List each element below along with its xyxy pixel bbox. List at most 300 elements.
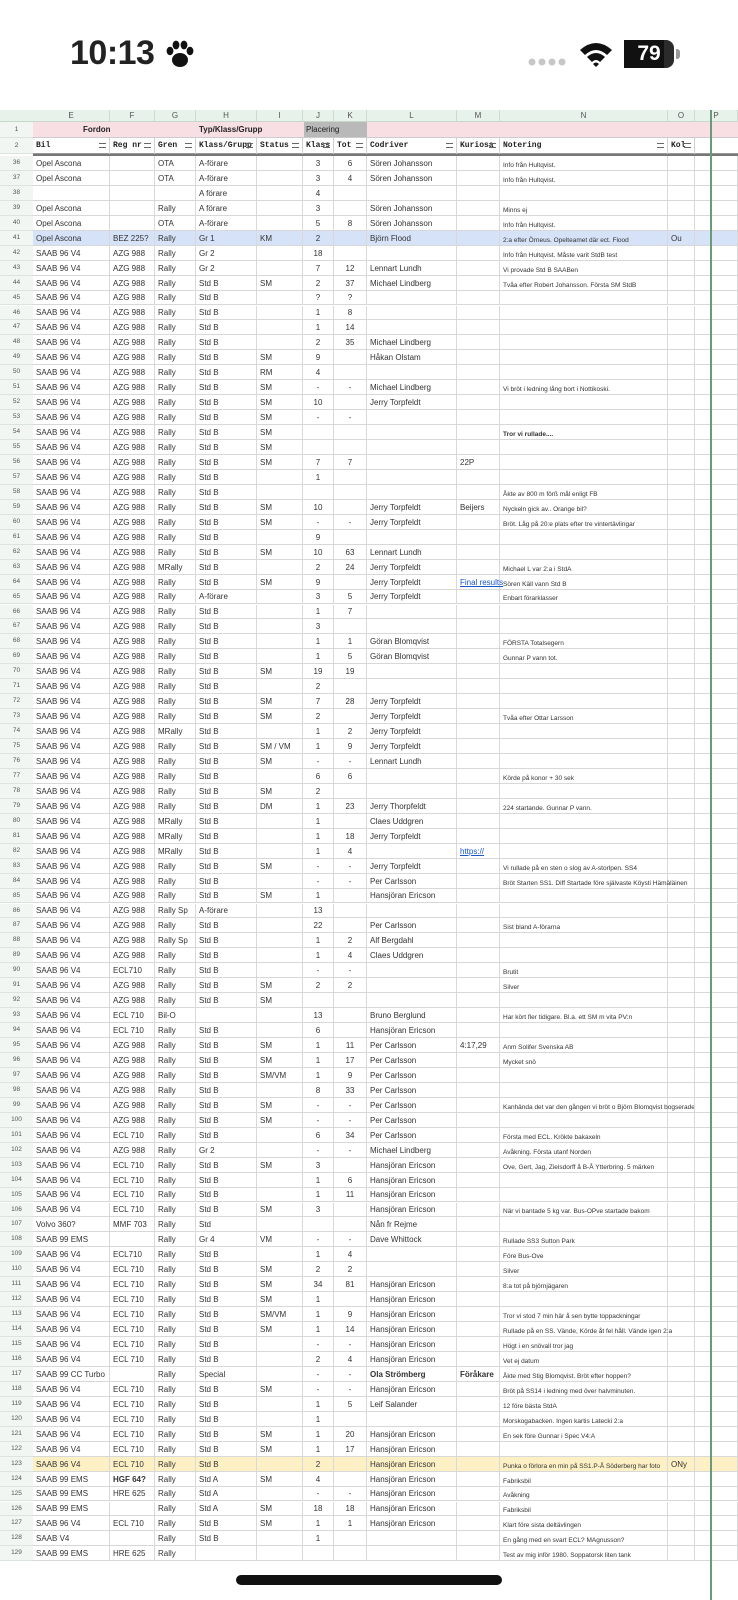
cell-reg[interactable] xyxy=(110,335,155,349)
cell-status[interactable] xyxy=(257,470,303,484)
cell-status[interactable] xyxy=(257,1023,303,1037)
cell-tot[interactable] xyxy=(334,754,367,768)
cell-klass[interactable] xyxy=(196,649,257,663)
cell-pad[interactable] xyxy=(695,799,738,813)
cell-kl[interactable] xyxy=(303,590,334,604)
cell-pad[interactable] xyxy=(695,1083,738,1097)
cell-pad[interactable] xyxy=(695,1382,738,1396)
cell-kl[interactable] xyxy=(303,605,334,619)
cell-reg[interactable] xyxy=(110,246,155,260)
column-header-e[interactable]: E xyxy=(33,110,110,122)
cell-gren[interactable] xyxy=(155,605,196,619)
cell-tot[interactable] xyxy=(334,904,367,918)
cell-kur[interactable] xyxy=(457,335,500,349)
cell-kol[interactable] xyxy=(668,365,695,379)
cell-gren[interactable] xyxy=(155,679,196,693)
cell-kl[interactable] xyxy=(303,231,334,245)
cell-note[interactable] xyxy=(500,231,668,245)
cell-tot[interactable] xyxy=(334,320,367,334)
cell-status[interactable] xyxy=(257,515,303,529)
cell-kl[interactable] xyxy=(303,1322,334,1336)
cell-klass[interactable] xyxy=(196,395,257,409)
table-row[interactable] xyxy=(33,201,738,216)
cell-reg[interactable] xyxy=(110,1516,155,1530)
cell-bil[interactable] xyxy=(33,889,110,903)
cell-pad[interactable] xyxy=(695,1053,738,1067)
cell-pad[interactable] xyxy=(695,904,738,918)
table-row[interactable] xyxy=(33,1516,738,1531)
cell-kur[interactable] xyxy=(457,1068,500,1082)
cell-codriver[interactable] xyxy=(367,679,457,693)
cell-codriver[interactable] xyxy=(367,276,457,290)
cell-tot[interactable] xyxy=(334,1098,367,1112)
cell-kl[interactable] xyxy=(303,1292,334,1306)
cell-note[interactable] xyxy=(500,709,668,723)
cell-kol[interactable] xyxy=(668,1083,695,1097)
cell-gren[interactable] xyxy=(155,664,196,678)
cell-kl[interactable] xyxy=(303,1232,334,1246)
table-row[interactable] xyxy=(33,1068,738,1083)
cell-note[interactable] xyxy=(500,664,668,678)
cell-kol[interactable] xyxy=(668,1038,695,1052)
table-row[interactable] xyxy=(33,1352,738,1367)
cell-tot[interactable] xyxy=(334,276,367,290)
cell-gren[interactable] xyxy=(155,365,196,379)
cell-gren[interactable] xyxy=(155,993,196,1007)
cell-kol[interactable] xyxy=(668,216,695,230)
cell-kol[interactable] xyxy=(668,784,695,798)
row-number[interactable]: 49 xyxy=(0,350,33,365)
cell-bil[interactable] xyxy=(33,769,110,783)
cell-status[interactable] xyxy=(257,395,303,409)
cell-bil[interactable] xyxy=(33,1083,110,1097)
cell-reg[interactable] xyxy=(110,1098,155,1112)
cell-gren[interactable] xyxy=(155,1427,196,1441)
cell-gren[interactable] xyxy=(155,1068,196,1082)
cell-gren[interactable] xyxy=(155,709,196,723)
cell-status[interactable] xyxy=(257,634,303,648)
cell-kur[interactable] xyxy=(457,993,500,1007)
cell-note[interactable] xyxy=(500,261,668,275)
cell-kl[interactable] xyxy=(303,320,334,334)
cell-klass[interactable] xyxy=(196,1188,257,1202)
cell-bil[interactable] xyxy=(33,276,110,290)
cell-kol[interactable] xyxy=(668,1173,695,1187)
cell-bil[interactable] xyxy=(33,1023,110,1037)
cell-tot[interactable] xyxy=(334,784,367,798)
cell-kol[interactable] xyxy=(668,1367,695,1381)
cell-pad[interactable] xyxy=(695,1457,738,1471)
row-number[interactable]: 37 xyxy=(0,171,33,186)
cell-kur[interactable] xyxy=(457,1008,500,1022)
cell-codriver[interactable] xyxy=(367,425,457,439)
cell-pad[interactable] xyxy=(695,1203,738,1217)
cell-kur[interactable] xyxy=(457,1113,500,1127)
row-number[interactable]: 41 xyxy=(0,231,33,246)
cell-pad[interactable] xyxy=(695,365,738,379)
cell-kur[interactable] xyxy=(457,1397,500,1411)
cell-bil[interactable] xyxy=(33,350,110,364)
table-row[interactable] xyxy=(33,679,738,694)
cell-tot[interactable] xyxy=(334,1397,367,1411)
cell-klass[interactable] xyxy=(196,1382,257,1396)
column-header-j[interactable]: J xyxy=(303,110,334,122)
cell-codriver[interactable] xyxy=(367,380,457,394)
cell-note[interactable] xyxy=(500,1203,668,1217)
row-number[interactable]: 65 xyxy=(0,590,33,605)
cell-status[interactable] xyxy=(257,320,303,334)
cell-tot[interactable] xyxy=(334,485,367,499)
cell-gren[interactable] xyxy=(155,1442,196,1456)
cell-pad[interactable] xyxy=(695,1531,738,1545)
cell-kl[interactable] xyxy=(303,1262,334,1276)
cell-tot[interactable] xyxy=(334,201,367,215)
cell-klass[interactable] xyxy=(196,709,257,723)
cell-gren[interactable] xyxy=(155,1023,196,1037)
cell-bil[interactable] xyxy=(33,1158,110,1172)
cell-kur[interactable] xyxy=(457,1098,500,1112)
cell-pad[interactable] xyxy=(695,306,738,320)
cell-note[interactable] xyxy=(500,560,668,574)
cell-klass[interactable] xyxy=(196,918,257,932)
cell-pad[interactable] xyxy=(695,440,738,454)
table-row[interactable] xyxy=(33,410,738,425)
cell-reg[interactable] xyxy=(110,171,155,185)
cell-reg[interactable] xyxy=(110,619,155,633)
cell-tot[interactable] xyxy=(334,231,367,245)
cell-kol[interactable] xyxy=(668,799,695,813)
cell-status[interactable] xyxy=(257,1038,303,1052)
cell-pad[interactable] xyxy=(695,1038,738,1052)
cell-kur[interactable] xyxy=(457,1083,500,1097)
table-row[interactable] xyxy=(33,1277,738,1292)
cell-klass[interactable] xyxy=(196,291,257,305)
cell-gren[interactable] xyxy=(155,530,196,544)
cell-codriver[interactable] xyxy=(367,993,457,1007)
cell-codriver[interactable] xyxy=(367,1128,457,1142)
cell-klass[interactable] xyxy=(196,724,257,738)
cell-klass[interactable] xyxy=(196,1292,257,1306)
row-number[interactable]: 101 xyxy=(0,1128,33,1143)
cell-note[interactable] xyxy=(500,1098,695,1112)
table-row[interactable] xyxy=(33,1502,738,1517)
cell-reg[interactable] xyxy=(110,1382,155,1396)
cell-klass[interactable] xyxy=(196,859,257,873)
cell-bil[interactable] xyxy=(33,709,110,723)
cell-gren[interactable] xyxy=(155,425,196,439)
cell-kl[interactable] xyxy=(303,560,334,574)
cell-note[interactable] xyxy=(500,455,668,469)
cell-note[interactable] xyxy=(500,769,668,783)
cell-kur[interactable] xyxy=(457,694,500,708)
cell-gren[interactable] xyxy=(155,470,196,484)
row-number[interactable]: 126 xyxy=(0,1502,33,1517)
cell-status[interactable] xyxy=(257,933,303,947)
table-row[interactable] xyxy=(33,948,738,963)
cell-pad[interactable] xyxy=(695,948,738,962)
cell-gren[interactable] xyxy=(155,1307,196,1321)
cell-note[interactable] xyxy=(500,679,668,693)
cell-gren[interactable] xyxy=(155,306,196,320)
cell-codriver[interactable] xyxy=(367,1053,457,1067)
cell-reg[interactable] xyxy=(110,231,155,245)
row-number[interactable]: 108 xyxy=(0,1232,33,1247)
row-number[interactable]: 81 xyxy=(0,829,33,844)
cell-klass[interactable] xyxy=(196,1487,257,1501)
cell-bil[interactable] xyxy=(33,455,110,469)
table-row[interactable] xyxy=(33,1412,738,1427)
cell-note[interactable] xyxy=(500,1277,668,1291)
cell-reg[interactable] xyxy=(110,470,155,484)
cell-pad[interactable] xyxy=(695,156,738,170)
cell-note[interactable] xyxy=(500,1307,668,1321)
cell-codriver[interactable] xyxy=(367,769,457,783)
cell-codriver[interactable] xyxy=(367,261,457,275)
cell-klass[interactable] xyxy=(196,1098,257,1112)
table-row[interactable] xyxy=(33,1531,738,1546)
cell-kl[interactable] xyxy=(303,963,334,977)
cell-kur[interactable] xyxy=(457,918,500,932)
row-number[interactable]: 53 xyxy=(0,410,33,425)
cell-reg[interactable] xyxy=(110,709,155,723)
cell-kol[interactable] xyxy=(668,844,695,858)
cell-status[interactable] xyxy=(257,231,303,245)
cell-tot[interactable] xyxy=(334,1217,367,1231)
cell-bil[interactable] xyxy=(33,978,110,992)
cell-kol[interactable] xyxy=(668,1098,695,1112)
cell-klass[interactable] xyxy=(196,216,257,230)
cell-klass[interactable] xyxy=(196,365,257,379)
row-number[interactable]: 90 xyxy=(0,963,33,978)
cell-codriver[interactable] xyxy=(367,874,457,888)
table-row[interactable] xyxy=(33,1247,738,1262)
cell-gren[interactable] xyxy=(155,859,196,873)
cell-codriver[interactable] xyxy=(367,1277,457,1291)
cell-kl[interactable] xyxy=(303,261,334,275)
cell-klass[interactable] xyxy=(196,455,257,469)
cell-bil[interactable] xyxy=(33,216,110,230)
row-number[interactable]: 94 xyxy=(0,1023,33,1038)
cell-pad[interactable] xyxy=(695,1397,738,1411)
cell-kl[interactable] xyxy=(303,306,334,320)
cell-kur[interactable] xyxy=(457,634,500,648)
cell-reg[interactable] xyxy=(110,410,155,424)
cell-kol[interactable] xyxy=(668,306,695,320)
cell-gren[interactable] xyxy=(155,1502,196,1516)
cell-bil[interactable] xyxy=(33,963,110,977)
row-number[interactable]: 44 xyxy=(0,276,33,291)
table-row[interactable] xyxy=(33,739,738,754)
column-header-g[interactable]: G xyxy=(155,110,196,122)
cell-status[interactable] xyxy=(257,769,303,783)
row-number[interactable]: 73 xyxy=(0,709,33,724)
cell-kol[interactable] xyxy=(668,1053,695,1067)
cell-status[interactable] xyxy=(257,455,303,469)
cell-gren[interactable] xyxy=(155,1083,196,1097)
cell-kol[interactable] xyxy=(668,1487,695,1501)
cell-status[interactable] xyxy=(257,530,303,544)
cell-tot[interactable] xyxy=(334,1232,367,1246)
cell-kur[interactable] xyxy=(457,1427,500,1441)
cell-gren[interactable] xyxy=(155,1143,196,1157)
cell-pad[interactable] xyxy=(695,709,738,723)
cell-klass[interactable] xyxy=(196,844,257,858)
cell-kol[interactable] xyxy=(668,171,695,185)
table-row[interactable] xyxy=(33,1128,738,1143)
table-row[interactable] xyxy=(33,799,738,814)
cell-tot[interactable] xyxy=(334,859,367,873)
cell-klass[interactable] xyxy=(196,425,257,439)
row-number[interactable]: 66 xyxy=(0,605,33,620)
cell-note[interactable] xyxy=(500,201,668,215)
cell-kol[interactable] xyxy=(668,530,695,544)
cell-kol[interactable] xyxy=(668,1412,695,1426)
row-number[interactable]: 89 xyxy=(0,948,33,963)
cell-bil[interactable] xyxy=(33,1068,110,1082)
cell-codriver[interactable] xyxy=(367,844,457,858)
cell-pad[interactable] xyxy=(695,485,738,499)
cell-reg[interactable] xyxy=(110,216,155,230)
cell-klass[interactable] xyxy=(196,754,257,768)
cell-kol[interactable] xyxy=(668,156,695,170)
cell-status[interactable] xyxy=(257,1352,303,1366)
cell-codriver[interactable] xyxy=(367,1457,457,1471)
cell-kur[interactable] xyxy=(457,1217,500,1231)
table-row[interactable] xyxy=(33,1382,738,1397)
cell-klass[interactable] xyxy=(196,1128,257,1142)
cell-reg[interactable] xyxy=(110,724,155,738)
row-number[interactable]: 74 xyxy=(0,724,33,739)
cell-tot[interactable] xyxy=(334,156,367,170)
table-row[interactable] xyxy=(33,1472,738,1487)
cell-reg[interactable] xyxy=(110,754,155,768)
cell-reg[interactable] xyxy=(110,739,155,753)
cell-status[interactable] xyxy=(257,246,303,260)
cell-klass[interactable] xyxy=(196,694,257,708)
cell-tot[interactable] xyxy=(334,1442,367,1456)
cell-pad[interactable] xyxy=(695,530,738,544)
cell-klass[interactable] xyxy=(196,156,257,170)
cell-bil[interactable] xyxy=(33,844,110,858)
cell-status[interactable] xyxy=(257,859,303,873)
cell-reg[interactable] xyxy=(110,1546,155,1560)
cell-note[interactable] xyxy=(500,993,668,1007)
cell-bil[interactable] xyxy=(33,291,110,305)
cell-note[interactable] xyxy=(500,963,668,977)
cell-gren[interactable] xyxy=(155,1173,196,1187)
cell-note[interactable] xyxy=(500,216,668,230)
cell-klass[interactable] xyxy=(196,1457,257,1471)
cell-kl[interactable] xyxy=(303,1173,334,1187)
filter-icon[interactable] xyxy=(185,143,192,148)
cell-note[interactable] xyxy=(500,1442,668,1456)
cell-status[interactable] xyxy=(257,291,303,305)
cell-klass[interactable] xyxy=(196,231,257,245)
cell-pad[interactable] xyxy=(695,500,738,514)
cell-reg[interactable] xyxy=(110,769,155,783)
cell-status[interactable] xyxy=(257,1531,303,1545)
cell-kur[interactable] xyxy=(457,216,500,230)
cell-pad[interactable] xyxy=(695,649,738,663)
cell-pad[interactable] xyxy=(695,1546,738,1560)
cell-status[interactable] xyxy=(257,993,303,1007)
cell-gren[interactable] xyxy=(155,1337,196,1351)
cell-status[interactable] xyxy=(257,874,303,888)
cell-kur[interactable] xyxy=(457,1038,500,1052)
cell-note[interactable] xyxy=(500,440,668,454)
cell-tot[interactable] xyxy=(334,291,367,305)
cell-note[interactable] xyxy=(500,1427,668,1441)
cell-codriver[interactable] xyxy=(367,634,457,648)
cell-gren[interactable] xyxy=(155,1292,196,1306)
cell-kol[interactable] xyxy=(668,605,695,619)
cell-kur[interactable] xyxy=(457,515,500,529)
cell-status[interactable] xyxy=(257,1427,303,1441)
cell-klass[interactable] xyxy=(196,410,257,424)
cell-codriver[interactable] xyxy=(367,724,457,738)
cell-kl[interactable] xyxy=(303,1217,334,1231)
cell-kol[interactable] xyxy=(668,186,695,200)
row-number[interactable]: 115 xyxy=(0,1337,33,1352)
cell-kl[interactable] xyxy=(303,1158,334,1172)
row-number[interactable]: 51 xyxy=(0,380,33,395)
filter-icon[interactable] xyxy=(292,143,299,148)
cell-tot[interactable] xyxy=(334,365,367,379)
cell-pad[interactable] xyxy=(695,1472,738,1486)
cell-kl[interactable] xyxy=(303,889,334,903)
cell-kl[interactable] xyxy=(303,186,334,200)
cell-pad[interactable] xyxy=(695,724,738,738)
cell-kl[interactable] xyxy=(303,874,334,888)
cell-kl[interactable] xyxy=(303,1367,334,1381)
table-row[interactable] xyxy=(33,500,738,515)
cell-tot[interactable] xyxy=(334,455,367,469)
cell-reg[interactable] xyxy=(110,1068,155,1082)
cell-kur[interactable] xyxy=(457,1352,500,1366)
cell-kol[interactable] xyxy=(668,709,695,723)
cell-pad[interactable] xyxy=(695,978,738,992)
cell-status[interactable] xyxy=(257,1546,303,1560)
table-row[interactable] xyxy=(33,1427,738,1442)
cell-reg[interactable] xyxy=(110,1322,155,1336)
cell-reg[interactable] xyxy=(110,859,155,873)
cell-reg[interactable] xyxy=(110,291,155,305)
row-number[interactable]: 76 xyxy=(0,754,33,769)
cell-status[interactable] xyxy=(257,1307,303,1321)
cell-klass[interactable] xyxy=(196,1412,257,1426)
row-number[interactable]: 103 xyxy=(0,1158,33,1173)
cell-status[interactable] xyxy=(257,1158,303,1172)
cell-status[interactable] xyxy=(257,1173,303,1187)
table-row[interactable] xyxy=(33,694,738,709)
cell-tot[interactable] xyxy=(334,933,367,947)
row-number[interactable]: 111 xyxy=(0,1277,33,1292)
cell-note[interactable] xyxy=(500,1038,668,1052)
cell-status[interactable] xyxy=(257,918,303,932)
cell-bil[interactable] xyxy=(33,1352,110,1366)
cell-reg[interactable] xyxy=(110,933,155,947)
cell-gren[interactable] xyxy=(155,1008,196,1022)
cell-reg[interactable] xyxy=(110,1113,155,1127)
cell-tot[interactable] xyxy=(334,545,367,559)
cell-gren[interactable] xyxy=(155,649,196,663)
cell-reg[interactable] xyxy=(110,784,155,798)
cell-codriver[interactable] xyxy=(367,784,457,798)
cell-klass[interactable] xyxy=(196,1307,257,1321)
row-number[interactable]: 86 xyxy=(0,904,33,919)
cell-kl[interactable] xyxy=(303,171,334,185)
row-number[interactable]: 55 xyxy=(0,440,33,455)
